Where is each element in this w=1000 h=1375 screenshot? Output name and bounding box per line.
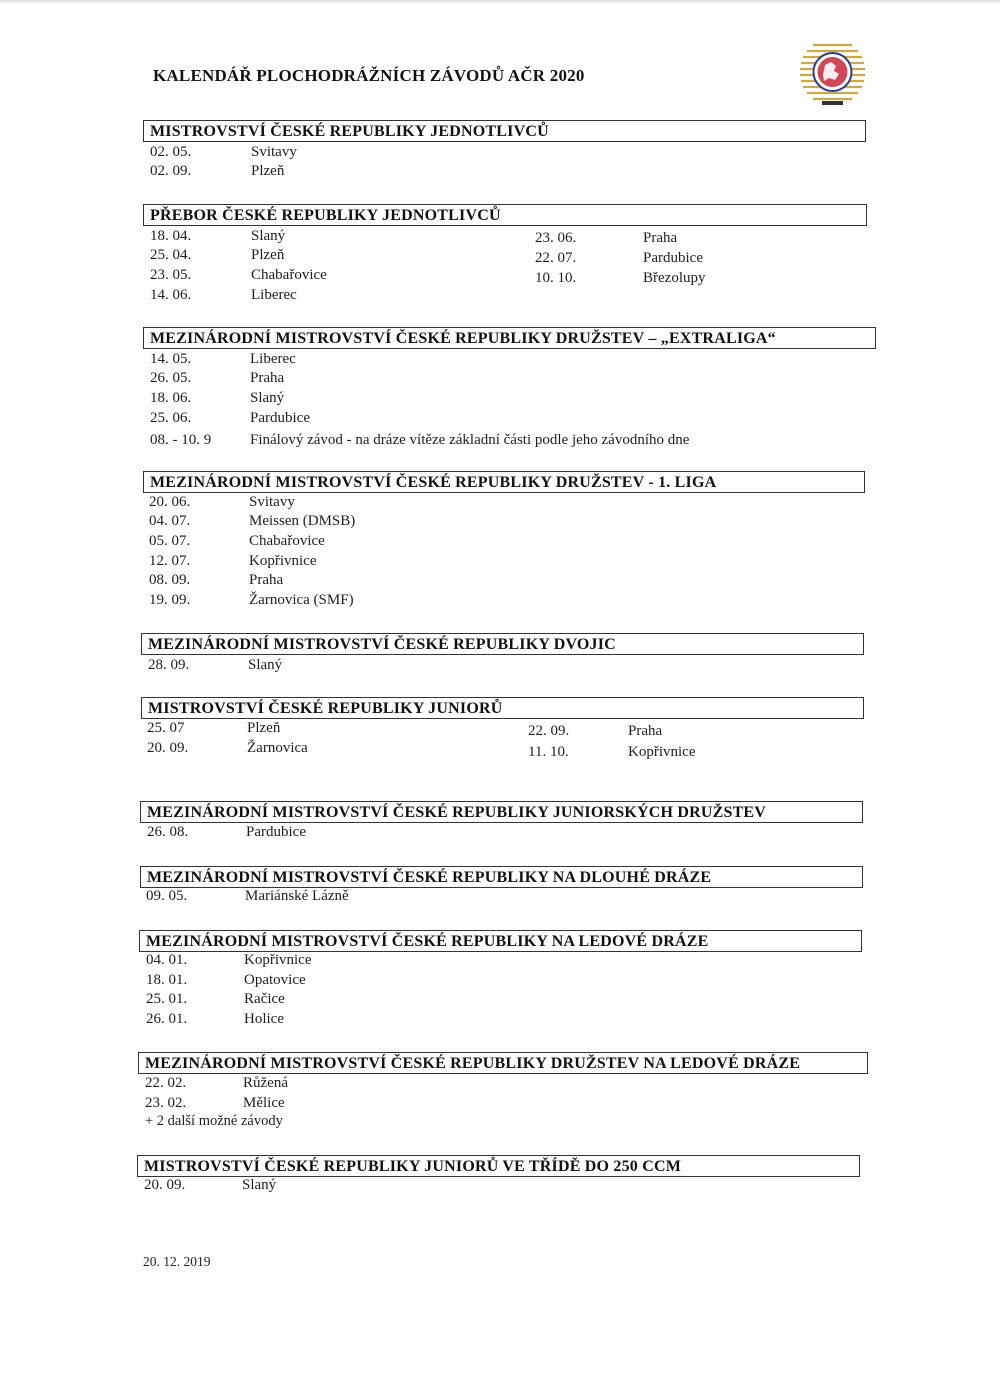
event-place: Slaný [242, 1177, 277, 1193]
event-date: 25. 06. [150, 410, 192, 426]
event-date: 22. 07. [535, 250, 577, 266]
event-date: 02. 05. [150, 144, 192, 160]
event-date: 25. 01. [146, 991, 188, 1007]
event-date: 20. 09. [144, 1177, 186, 1193]
event-date: 20. 06. [149, 494, 191, 510]
event-place: Plzeň [251, 163, 285, 179]
event-place: Kopřivnice [244, 952, 312, 968]
event-place: Pardubice [250, 410, 310, 426]
section-heading: MISTROVSTVÍ ČESKÉ REPUBLIKY JEDNOTLIVCŮ [143, 120, 866, 142]
event-place: Praha [250, 370, 285, 386]
page-edge [0, 0, 1000, 4]
event-place: Praha [249, 572, 284, 588]
event-date: 20. 09. [147, 740, 189, 756]
section-heading: MISTROVSTVÍ ČESKÉ REPUBLIKY JUNIORŮ [141, 697, 864, 719]
event-date: 08. - 10. 9 [150, 432, 212, 448]
event-place: Mariánské Lázně [245, 888, 349, 904]
event-date: 10. 10. [535, 270, 577, 286]
event-place: Opatovice [244, 972, 306, 988]
event-place: Praha [643, 230, 678, 246]
event-place: Slaný [250, 390, 285, 406]
document-date: 20. 12. 2019 [143, 1254, 211, 1269]
event-date: 02. 09. [150, 163, 192, 179]
section-note: + 2 další možné závody [145, 1113, 283, 1129]
event-date: 14. 05. [150, 351, 192, 367]
event-place: Svitavy [249, 494, 295, 510]
event-date: 25. 04. [150, 247, 192, 263]
event-date: 26. 08. [147, 824, 189, 840]
event-date: 18. 06. [150, 390, 192, 406]
event-date: 22. 09. [528, 723, 570, 739]
event-date: 19. 09. [149, 592, 191, 608]
event-date: 28. 09. [148, 657, 190, 673]
event-place: Svitavy [251, 144, 297, 160]
event-place: Pardubice [246, 824, 306, 840]
acr-emblem-icon [795, 35, 870, 110]
event-date: 26. 01. [146, 1011, 188, 1027]
event-place: Žarnovica (SMF) [249, 592, 354, 608]
event-date: 23. 02. [145, 1095, 187, 1111]
section-heading: MEZINÁRODNÍ MISTROVSTVÍ ČESKÉ REPUBLIKY DRUŽSTEV – „EXTRALIGA“ [143, 327, 876, 349]
event-date: 12. 07. [149, 553, 191, 569]
event-date: 05. 07. [149, 533, 191, 549]
event-date: 26. 05. [150, 370, 192, 386]
event-place: Plzeň [247, 720, 281, 736]
event-place: Liberec [250, 351, 296, 367]
event-place: Kopřivnice [628, 744, 696, 760]
event-place: Březolupy [643, 270, 706, 286]
event-date: 04. 01. [146, 952, 188, 968]
event-place: Holice [244, 1011, 284, 1027]
event-place: Praha [628, 723, 663, 739]
event-place: Chabařovice [251, 267, 327, 283]
event-date: 22. 02. [145, 1075, 187, 1091]
event-place: Meissen (DMSB) [249, 513, 356, 529]
event-date: 04. 07. [149, 513, 191, 529]
event-place: Liberec [251, 287, 297, 303]
section-heading: MEZINÁRODNÍ MISTROVSTVÍ ČESKÉ REPUBLIKY NA DLOUHÉ DRÁZE [140, 866, 863, 888]
section-heading: MEZINÁRODNÍ MISTROVSTVÍ ČESKÉ REPUBLIKY DRUŽSTEV NA LEDOVÉ DRÁZE [138, 1052, 868, 1074]
event-date: 18. 04. [150, 228, 192, 244]
event-place: Růžená [243, 1075, 288, 1091]
event-date: 09. 05. [146, 888, 188, 904]
event-place: Slaný [248, 657, 283, 673]
event-place: Račice [244, 991, 285, 1007]
section-heading: MISTROVSTVÍ ČESKÉ REPUBLIKY JUNIORŮ VE TŘÍDĚ DO 250 CCM [137, 1155, 860, 1177]
event-date: 18. 01. [146, 972, 188, 988]
event-date: 23. 06. [535, 230, 577, 246]
event-date: 14. 06. [150, 287, 192, 303]
event-place: Plzeň [251, 247, 285, 263]
event-date: 08. 09. [149, 572, 191, 588]
section-heading: MEZINÁRODNÍ MISTROVSTVÍ ČESKÉ REPUBLIKY JUNIORSKÝCH DRUŽSTEV [140, 801, 863, 823]
event-place: Žarnovica [247, 740, 308, 756]
event-date: 25. 07 [147, 720, 185, 736]
event-place: Pardubice [643, 250, 703, 266]
section-heading: MEZINÁRODNÍ MISTROVSTVÍ ČESKÉ REPUBLIKY DVOJIC [141, 633, 864, 655]
event-date: 23. 05. [150, 267, 192, 283]
event-place: Slaný [251, 228, 286, 244]
event-place: Mělice [243, 1095, 285, 1111]
section-heading: MEZINÁRODNÍ MISTROVSTVÍ ČESKÉ REPUBLIKY NA LEDOVÉ DRÁZE [139, 930, 862, 952]
event-place: Finálový závod - na dráze vítěze základní části podle jeho závodního dne [250, 432, 690, 448]
event-place: Chabařovice [249, 533, 325, 549]
section-heading: PŘEBOR ČESKÉ REPUBLIKY JEDNOTLIVCŮ [143, 204, 867, 226]
section-heading: MEZINÁRODNÍ MISTROVSTVÍ ČESKÉ REPUBLIKY DRUŽSTEV - 1. LIGA [143, 471, 865, 493]
event-place: Kopřivnice [249, 553, 317, 569]
event-date: 11. 10. [528, 744, 569, 760]
document-title: KALENDÁŘ PLOCHODRÁŽNÍCH ZÁVODŮ AČR 2020 [153, 66, 585, 85]
